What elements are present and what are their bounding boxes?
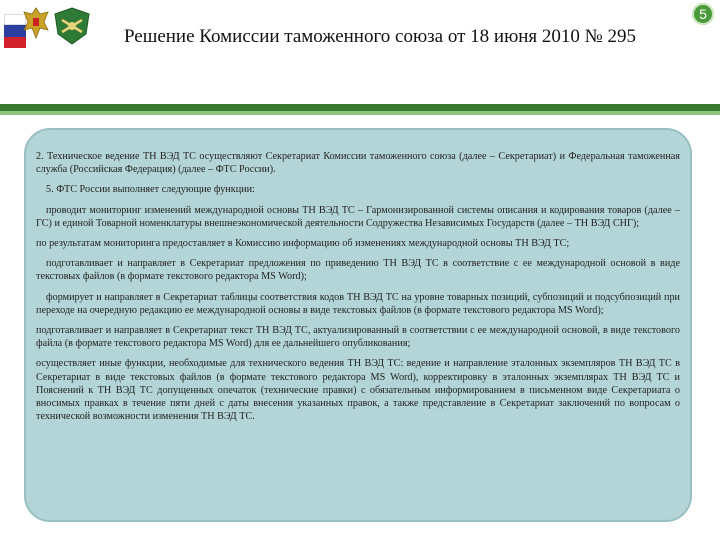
content-panel (24, 128, 692, 522)
page-title: Решение Комиссии таможенного союза от 18 июня 2010 № 295 (123, 26, 637, 47)
paragraph: формирует и направляет в Секретариат таблицы соответствия кодов ТН ВЭД ТС на уровне товарных позиций, субпозиций и подсубпозиций при переходе на очередную редакцию ее международной основы в виде текстовых файлов (в формате текстового редактора MS Word); (36, 291, 680, 316)
header-divider (0, 104, 720, 111)
paragraph: осуществляет иные функции, необходимые для технического ведения ТН ВЭД ТС: ведение и направление эталонных экземпляров ТН ВЭД ТС в Секретариат в виде текстовых файлов (в формате текстового редактора MS Word), корректировку в эталонных экземплярах ТН ВЭД ТС и Пояснений к ТН ВЭД ТС допущенных опечаток (технические правки) с обязательным информированием в письменном виде Секретариата о вносимых правках в течение пяти дней с даты внесения указанных правок, а также представление в Секретариат заключений по вопросам о технической возможности изменения ТН ВЭД ТС. (36, 358, 680, 423)
paragraph: проводит мониторинг изменений международной основы ТН ВЭД ТС – Гармонизированной системы описания и кодирования товаров (далее – ГС) и единой Товарной номенклатуры внешнеэкономической деятельности Содружества Независимых Государств (далее – ТН ВЭД СНГ); (36, 204, 680, 229)
eagle-emblem-icon (22, 4, 50, 42)
customs-emblem-icon (52, 6, 92, 46)
paragraph: 2. Техническое ведение ТН ВЭД ТС осуществляют Секретариат Комиссии таможенного союза (далее – Секретариат) и Федеральная таможенная служба (Российская Федерация) (далее – ФТС России). (36, 151, 680, 176)
paragraph: по результатам мониторинга предоставляет в Комиссию информацию об изменениях международной основы ТН ВЭД ТС; (36, 238, 570, 250)
header-divider-light (0, 111, 720, 115)
paragraph: подготавливает и направляет в Секретариат предложения по приведению ТН ВЭД ТС в соответствие с ее международной основой в виде текстовых файлов (в формате текстового редактора MS Word); (36, 258, 680, 283)
header-logos (0, 0, 100, 60)
paragraph: 5. ФТС России выполняет следующие функции: (46, 184, 255, 196)
paragraph: подготавливает и направляет в Секретариат текст ТН ВЭД ТС, актуализированный в соответствии с ее международной основой, в виде текстового файла (в формате текстового редактора MS Word) для ее дальнейшего опубликования; (36, 325, 680, 350)
page-number-badge: 5 (692, 3, 714, 25)
